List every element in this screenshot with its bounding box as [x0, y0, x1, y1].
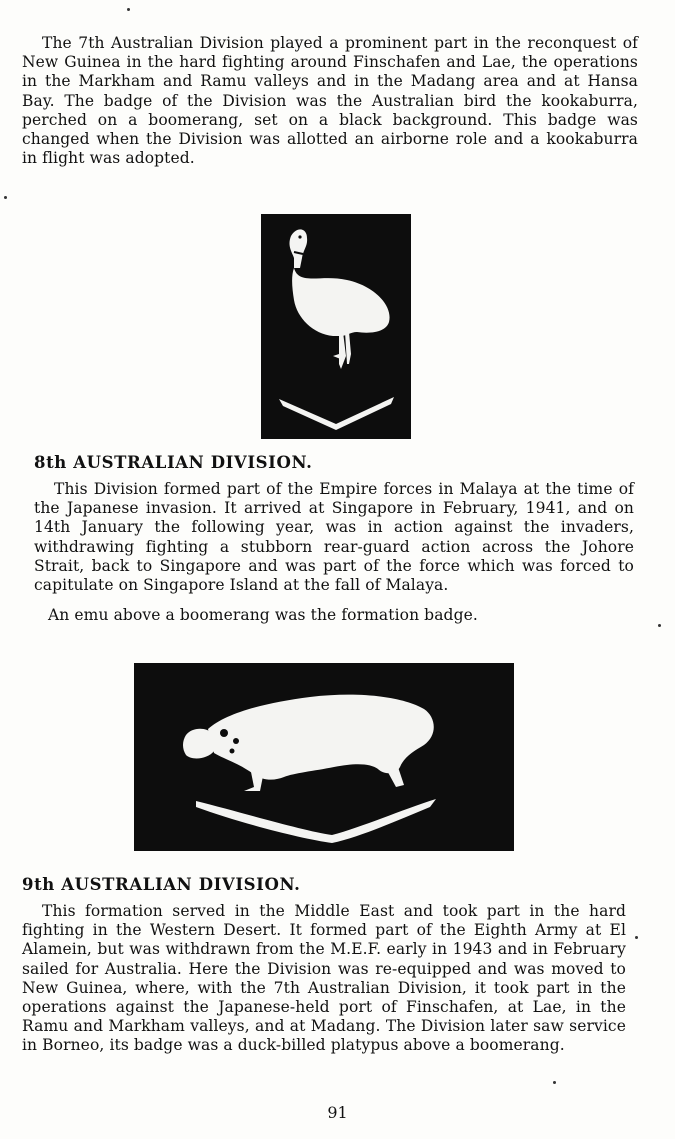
eighth-division-badge-note: [34, 606, 634, 625]
scan-speck: [4, 196, 7, 199]
scan-speck: [553, 1081, 556, 1084]
ninth-division-body: This formation served in the Middle East and took part in the hard fighting in the Western Desert. It formed part of the Eighth Army at El Alamein, but was withdrawn from the M.E.F. early in 1943 and in February sailed for Australia. Here the Division was re-equipped and was moved to New Guinea, where, with the 7th Australian Division, it took part in the operations against the Japanese-held port of Finschafen, at Lae, in the Ramu and Markham valleys, and at Madang. The Division later saw service in Borneo, its badge was a duck-billed platypus above a boomerang.: [22, 902, 626, 1055]
scan-speck: [635, 936, 638, 939]
ninth-division-heading: 9th AUSTRALIAN DIVISION.: [22, 875, 301, 894]
emu-badge: [261, 214, 411, 439]
eighth-division-heading: 8th AUSTRALIAN DIVISION.: [34, 453, 313, 472]
eighth-division-text: [34, 480, 634, 595]
scan-speck: [127, 8, 130, 11]
platypus-icon: [134, 663, 514, 851]
eighth-division-badge-text: An emu above a boomerang was the formation badge.: [48, 606, 478, 624]
platypus-badge: [134, 663, 514, 851]
seventh-division-text: [22, 34, 638, 168]
eighth-division-body: This Division formed part of the Empire forces in Malaya at the time of the Japanese invasion. It arrived at Singapore in February, 1941, and on 14th January the following year, was in action against the invaders, withdrawing fighting a stubborn rear-guard action across the Johore Strait, back to Singapore and was part of the force which was forced to capitulate on Singapore Island at the fall of Malaya.: [34, 480, 634, 595]
page-number: 91: [327, 1103, 348, 1122]
scan-speck: [658, 624, 661, 627]
ninth-division-text: [22, 902, 626, 1056]
seventh-division-body: The 7th Australian Division played a prominent part in the reconquest of New Guinea in the hard fighting around Finschafen and Lae, the operations in the Markham and Ramu valleys and in the Madang area and at Hansa Bay. The badge of the Division was the Australian bird the kookaburra, perched on a boomerang, set on a black background. This badge was changed when the Division was allotted an airborne role and a kookaburra in flight was adopted.: [22, 34, 638, 168]
emu-icon: [261, 214, 411, 439]
